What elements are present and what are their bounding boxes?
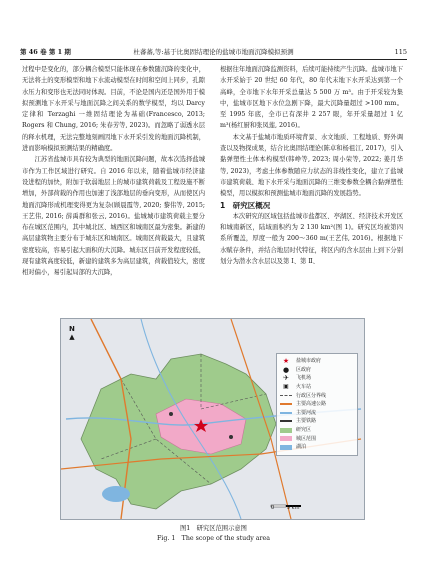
paragraph: 过程中是变化的，部分耦合模型只能体现在参数随沉降的变化中，无法将土的变形模型和地下水流动模型在时间和空间上同步，孔隙水压力和变形也无法同时体现。目前，不论是国内还是国外用于模拟预测地下水开采与地面沉降之间关系的数学模型，均以 Darcy 定律和 Terzaghi 一维固结理论为基础(Francesco, 2013; Rogers 和 Chung, 2016; 朱春芳等, 2023)。而忽略了弱透水层的释水机理，无法完整地刻画因地下水开采引发的地面沉降机制，进而影响模拟预测结果的精确度。 [22,66,205,153]
river-line-icon [280,410,292,415]
star-icon: ★ [282,357,290,366]
paragraph: 江苏省盐城市具有较为典型的地面沉降问题，故本次选择盐城市作为工作区域进行研究。自 2016 年以来，随着盐城市经济建设进程的加快，附加于软弱地层上的城市建筑荷载及工程设施不断增加，外部荷载的作用也加速了浅部地层的垂向变形，从而使区内地面沉降形成机理变得更为复杂(顾晨霞等, 2020; 黎伟等, 2015; 王艺伟, 2016; 薛禹群和张云, 2016)。盐城城市建筑荷载主要分布在城区范围内，其中城北区、城西区和城南区最为密集。新建的高层建筑物主要分布于城东区和城南区。城南区荷载最大，且建筑密度较高，容易引起大面积的大沉降。城东区目前开发程度较低，现有建筑高度较低，新建的建筑多为高层建筑，荷载值较大，密度相对偏小，易引起局部的大沉降， [22,156,205,277]
urban-swatch-icon [280,436,292,441]
study-area-swatch-icon [280,428,292,433]
legend-item: ★ 盐城市政府 [280,357,354,366]
legend-item: 主要高速公路 [280,400,354,409]
plane-icon: ✈ [283,374,289,383]
legend-item: 城区范围 [280,434,354,443]
section-heading: 1 研究区概况 [220,200,271,210]
highway-line-icon [280,402,292,407]
right-column [220,64,403,267]
legend-item: ▣ 火车站 [280,383,354,392]
legend-item: 研究区 [280,426,354,435]
page-header [20,46,407,60]
railway-line-icon [280,419,292,424]
paragraph: 本次研究的区域包括盐城市盐都区、亭湖区、经济技术开发区和城南新区，陆域面积约为 2 130 km²(图 1)。研究区均被第四系所覆盖，厚度一般为 200～360 m(王艺伟, 2016)。根据地下水赋存条件，并结合地层时代特征，将区内的含水层由上到下分别划分为潜水含水层以及第 Ⅰ、第 Ⅱ、 [220,212,403,266]
lake-swatch-icon [280,445,292,450]
figure-caption-cn: 图1 研究区范围示意图 [180,525,247,532]
north-label: N [69,325,75,333]
journal-volume: 第 46 卷 第 1 期 [20,48,71,56]
left-column [22,64,205,279]
dot-icon: ● [282,365,290,374]
map-legend [276,353,358,456]
header-rule [20,59,407,60]
paragraph: 根据往年地面沉降监测资料，后续可能持续产生沉降。盐城市地下水开采始于 20 世纪 60 年代，80 年代末地下水开采达到第一个高峰，全市地下水年开采总量达 5 500 万 m³。由于开采较为集中，盐城市区地下水位急剧下降，最大沉降量超过 >100 mm。至 1995 年底，全市已有深井 2 257 眼，年开采量超过 1 亿 m³(杨红厨和张凤莲, 2016)。 [220,66,403,130]
dash-line-icon [280,393,292,398]
legend-item: 行政区分界线 [280,391,354,400]
legend-item: 主要河流 [280,409,354,418]
train-icon: ▣ [283,382,289,390]
legend-item: 湖泊 [280,443,354,452]
legend-item: 主要铁路 [280,417,354,426]
district-government-icon [229,435,233,439]
north-arrow-icon: ▲ [69,333,75,341]
legend-item: ● 区政府 [280,366,354,375]
legend-item: ✈ 飞机场 [280,374,354,383]
lake [102,486,130,502]
north-arrow [69,325,75,341]
running-title: 杜蕃蕃,等:基于比奥固结理论的盐城市地面沉降模拟预测 [133,48,294,56]
paragraph: 本文基于盐城市地质环境背景、水文地质、工程地质、野外调查以及物探成果，结合比奥固结理论(陈卓和杨祖江, 2017)，引入黏弹塑性土体本构模型(韩峥等, 2023; 周小荣等, 2022; 姜月华等, 2023)，考虑土体参数随应力状态的非线性变化，建立了盐城市建筑荷载、地下水开采与地面沉降的三维变参数全耦合黏弹塑性模型，用以模拟和预测盐城市地面沉降的发展趋势。 [220,133,403,198]
scale-label: 0 9 km [271,505,300,511]
page-number: 115 [394,48,407,56]
study-area-map [60,318,365,520]
district-government-icon [169,412,173,416]
figure-caption-en: Fig. 1 The scope of the study area [156,535,271,542]
